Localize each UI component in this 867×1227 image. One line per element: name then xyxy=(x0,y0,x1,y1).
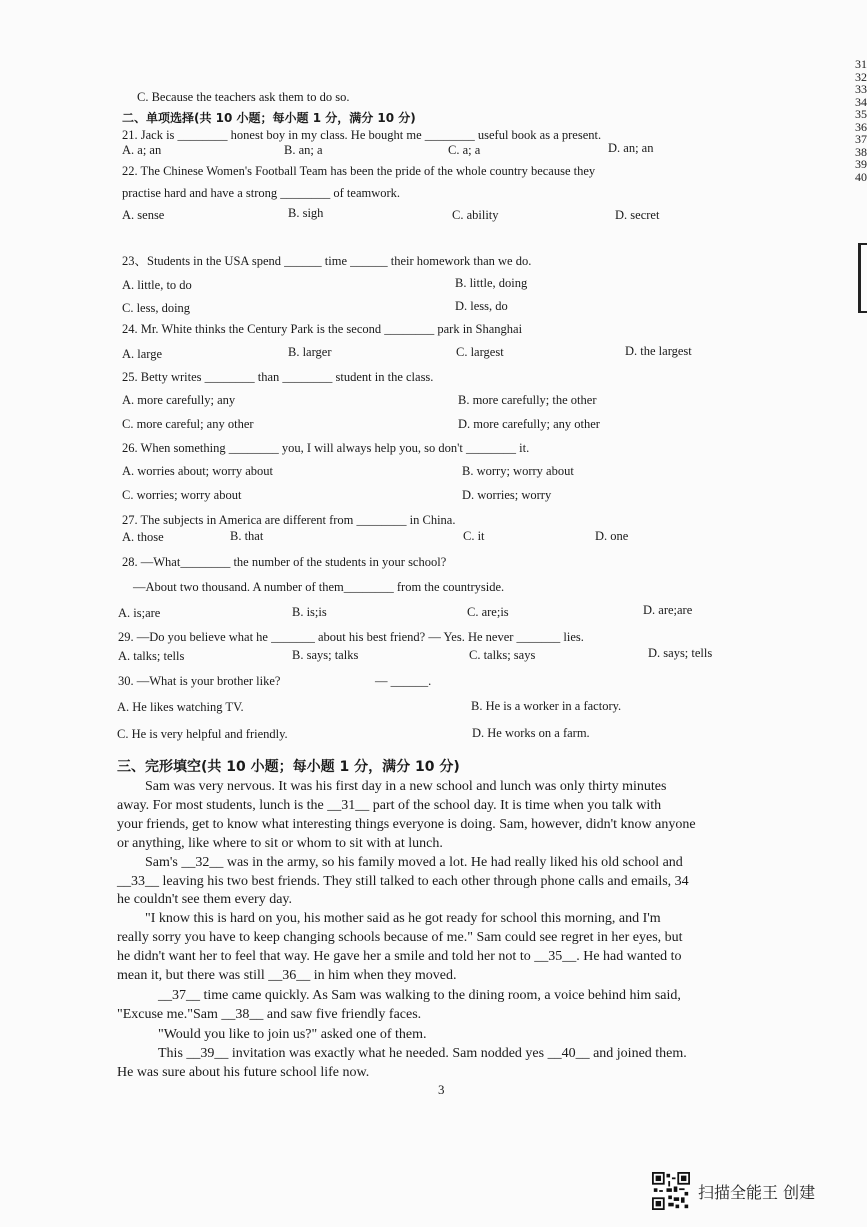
section3-title: 三、完形填空(共 10 小题；每小题 1 分，满分 10 分) xyxy=(117,759,460,775)
cloze-line-14: "Would you like to join us?" asked one of them. xyxy=(158,1027,427,1042)
q22-option-d: D. secret xyxy=(615,208,660,222)
q21-stem: 21. Jack is ________ honest boy in my class. He bought me ________ useful book as a present. xyxy=(122,128,602,142)
q26-option-d: D. worries; worry xyxy=(462,488,552,502)
edge-digit: 31 xyxy=(855,57,867,71)
scanner-watermark xyxy=(652,1172,815,1210)
cloze-line-7: he couldn't see them every day. xyxy=(117,892,292,907)
q25-option-a: A. more carefully; any xyxy=(122,393,236,407)
q23-option-a: A. little, to do xyxy=(122,278,192,292)
cloze-line-16: He was sure about his future school life now. xyxy=(117,1065,370,1080)
q29-option-d: D. says; tells xyxy=(648,646,713,660)
q30-option-c: C. He is very helpful and friendly. xyxy=(117,727,288,741)
q21-option-a: A. a; an xyxy=(122,143,162,157)
edge-bracket xyxy=(858,243,867,313)
q24-option-c: C. largest xyxy=(456,345,504,359)
q28-option-d: D. are;are xyxy=(643,603,693,617)
cloze-line-3: your friends, get to know what interesting things everyone is doing. Sam, however, didn't know anyone xyxy=(117,817,696,832)
q29-option-b: B. says; talks xyxy=(292,648,359,662)
q22-option-b: B. sigh xyxy=(288,206,324,220)
q29-option-a: A. talks; tells xyxy=(118,649,185,663)
q25-option-c: C. more careful; any other xyxy=(122,417,254,431)
edge-digit: 39 xyxy=(855,157,867,171)
q30-option-d: D. He works on a farm. xyxy=(472,726,590,740)
cloze-line-2: away. For most students, lunch is the __31__ part of the school day. It is time when you talk with xyxy=(117,798,662,813)
q24-option-b: B. larger xyxy=(288,345,332,359)
q26-option-a: A. worries about; worry about xyxy=(122,464,274,478)
cloze-line-12: __37__ time came quickly. As Sam was walking to the dining room, a voice behind him said, xyxy=(158,988,681,1003)
q27-option-d: D. one xyxy=(595,529,629,543)
q23-option-b: B. little, doing xyxy=(455,276,528,290)
q28-stem-2: —About two thousand. A number of them________ from the countryside. xyxy=(133,580,505,594)
q26-option-c: C. worries; worry about xyxy=(122,488,242,502)
cloze-line-10: he didn't want her to feel that way. He gave her a smile and told her not to __35__. He had wanted to xyxy=(117,949,682,964)
cloze-line-1: Sam was very nervous. It was his first day in a new school and lunch was only thirty minutes xyxy=(145,779,667,794)
q24-option-a: A. large xyxy=(122,347,163,361)
q20-option-c: C. Because the teachers ask them to do so. xyxy=(137,90,350,104)
cloze-line-4: or anything, like where to sit or whom to sit with at lunch. xyxy=(117,836,443,851)
edge-digit: 35 xyxy=(855,107,867,121)
q28-option-c: C. are;is xyxy=(467,605,509,619)
q24-option-d: D. the largest xyxy=(625,344,692,358)
cloze-line-11: mean it, but there was still __36__ in him when they moved. xyxy=(117,968,457,983)
watermark-text: 扫描全能王 创建 xyxy=(698,1182,816,1202)
edge-digit: 32 xyxy=(855,69,867,84)
q28-option-b: B. is;is xyxy=(292,605,327,619)
q23-option-d: D. less, do xyxy=(455,299,508,313)
q26-stem: 26. When something ________ you, I will always help you, so don't ________ it. xyxy=(122,441,530,455)
cloze-line-8: "I know this is hard on you, his mother said as he got ready for school this morning, and I'm xyxy=(145,911,661,926)
q25-stem: 25. Betty writes ________ than ________ student in the class. xyxy=(122,370,434,384)
q23-stem: 23、Students in the USA spend ______ time ______ their homework than we do. xyxy=(122,254,532,268)
edge-digit: 34 xyxy=(855,94,867,109)
q30-stem: 30. —What is your brother like? xyxy=(118,674,281,688)
edge-digit: 38 xyxy=(855,144,867,159)
q28-option-a: A. is;are xyxy=(118,606,161,620)
qr-code-icon xyxy=(652,1172,690,1210)
q22-option-c: C. ability xyxy=(452,208,499,222)
q25-option-b: B. more carefully; the other xyxy=(458,393,597,407)
page-number: 3 xyxy=(438,1082,445,1097)
cloze-line-9: really sorry you have to keep changing schools because of me." Sam could see regret in her eyes, but xyxy=(117,930,683,945)
section2-title: 二、单项选择(共 10 小题；每小题 1 分，满分 10 分) xyxy=(122,111,416,125)
q22-option-a: A. sense xyxy=(122,208,165,222)
edge-question-numbers xyxy=(853,58,867,183)
edge-digit: 37 xyxy=(855,132,867,146)
q30-answer-blank: — ______. xyxy=(375,674,432,688)
edge-digit: 40 xyxy=(855,169,867,184)
q27-option-a: A. those xyxy=(122,530,164,544)
q27-stem: 27. The subjects in America are different from ________ in China. xyxy=(122,513,456,527)
q26-option-b: B. worry; worry about xyxy=(462,464,574,478)
q21-option-b: B. an; a xyxy=(284,143,323,157)
q30-option-b: B. He is a worker in a factory. xyxy=(471,699,622,713)
edge-digit: 33 xyxy=(855,82,867,96)
q21-option-d: D. an; an xyxy=(608,141,654,155)
cloze-line-15: This __39__ invitation was exactly what he needed. Sam nodded yes __40__ and joined them. xyxy=(158,1046,687,1061)
cloze-line-5: Sam's __32__ was in the army, so his family moved a lot. He had really liked his old school and xyxy=(145,855,683,870)
q24-stem: 24. Mr. White thinks the Century Park is the second ________ park in Shanghai xyxy=(122,322,523,336)
q29-stem: 29. —Do you believe what he _______ about his best friend? — Yes. He never _______ lies. xyxy=(118,630,584,644)
cloze-line-13: "Excuse me."Sam __38__ and saw five friendly faces. xyxy=(117,1007,422,1022)
q29-option-c: C. talks; says xyxy=(469,648,536,662)
q28-stem-1: 28. —What________ the number of the students in your school? xyxy=(122,555,447,569)
q30-option-a: A. He likes watching TV. xyxy=(117,700,244,714)
q22-stem-2: practise hard and have a strong ________ of teamwork. xyxy=(122,186,401,200)
cloze-line-6: __33__ leaving his two best friends. They still talked to each other through phone calls and emails, 34 xyxy=(117,874,689,889)
q21-option-c: C. a; a xyxy=(448,143,481,157)
q27-option-c: C. it xyxy=(463,529,485,543)
q27-option-b: B. that xyxy=(230,529,264,543)
q22-stem-1: 22. The Chinese Women's Football Team has been the pride of the whole country because they xyxy=(122,164,596,178)
q23-option-c: C. less, doing xyxy=(122,301,191,315)
q25-option-d: D. more carefully; any other xyxy=(458,417,600,431)
edge-digit: 36 xyxy=(855,119,867,134)
